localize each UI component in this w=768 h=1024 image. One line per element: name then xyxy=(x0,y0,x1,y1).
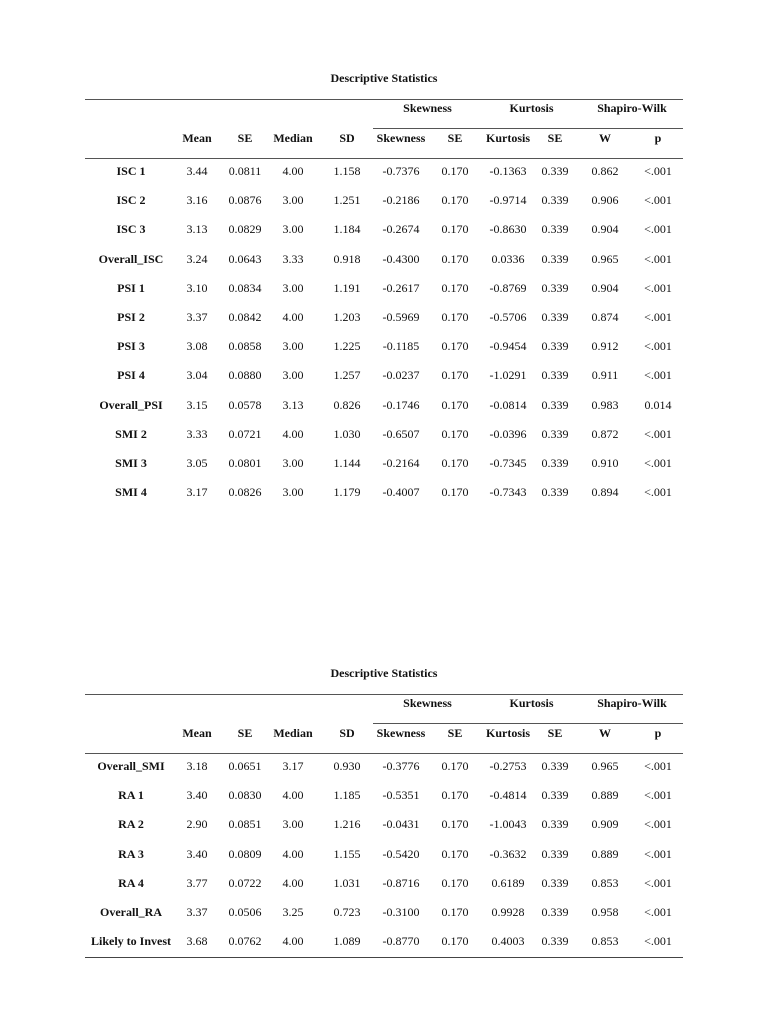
table-cell: -0.4300 xyxy=(382,251,420,266)
row-label: Overall_SMI xyxy=(97,759,165,773)
table-cell: 0.170 xyxy=(441,310,469,324)
table-cell: 0.339 xyxy=(541,397,569,412)
table-bottom-rule xyxy=(85,957,683,958)
descriptive-statistics-table-1 xyxy=(85,71,683,500)
table-cell: 0.339 xyxy=(541,339,569,354)
row-label: ISC 1 xyxy=(116,164,146,178)
table-cell: 3.00 xyxy=(282,817,304,832)
table-cell: -0.5706 xyxy=(489,310,527,324)
table-cell: 1.030 xyxy=(333,426,361,441)
table-cell: -0.9714 xyxy=(489,193,527,208)
table-cell: 0.170 xyxy=(441,193,469,208)
table-cell: 3.33 xyxy=(186,426,208,441)
table-cell: -0.4814 xyxy=(489,788,527,803)
column-header: Kurtosis xyxy=(485,726,530,740)
table-cell: 0.0829 xyxy=(228,222,262,237)
table-cell: 3.00 xyxy=(282,339,304,354)
table-cell: 1.225 xyxy=(333,339,361,354)
table-cell: 4.00 xyxy=(282,164,304,178)
table-cell: -0.6507 xyxy=(382,426,420,441)
table-cell: 3.25 xyxy=(282,905,304,919)
table-cell: 0.872 xyxy=(591,426,619,441)
table-cell: 0.339 xyxy=(541,905,569,919)
table-cell: 0.170 xyxy=(441,456,469,470)
table-cell: -0.5969 xyxy=(382,310,420,324)
column-header: Median xyxy=(273,131,313,145)
table-cell: 3.05 xyxy=(186,456,208,470)
table-cell: 1.155 xyxy=(333,846,361,861)
table-cell: 0.339 xyxy=(541,426,569,441)
table-cell: 0.826 xyxy=(333,397,361,412)
table-cell: 0.0506 xyxy=(228,905,262,919)
table-cell: 0.339 xyxy=(541,280,569,295)
table-cell: 3.10 xyxy=(186,280,208,295)
table-cell: 0.889 xyxy=(591,846,619,861)
table-cell: 0.894 xyxy=(591,485,619,500)
table-cell: 1.216 xyxy=(333,817,361,832)
table-cell: 1.031 xyxy=(333,875,361,890)
table-cell: 0.170 xyxy=(441,164,469,178)
table-cell: 3.77 xyxy=(186,875,208,890)
table-cell: 1.089 xyxy=(333,934,361,949)
group-header-rule xyxy=(373,128,683,129)
column-header: SE xyxy=(447,131,463,145)
table-cell: 3.68 xyxy=(186,934,208,949)
table-cell: <.001 xyxy=(644,426,672,441)
row-label: Overall_RA xyxy=(100,905,162,919)
table-cell: -0.1746 xyxy=(382,397,420,412)
descriptive-statistics-table-2 xyxy=(85,666,683,949)
group-header-rule xyxy=(373,723,683,724)
skewness-group-header: Skewness xyxy=(403,101,452,115)
table-cell: 3.00 xyxy=(282,456,304,470)
table-cell: -0.1363 xyxy=(489,164,527,178)
table-cell: 1.257 xyxy=(333,368,361,383)
table-cell: 0.339 xyxy=(541,368,569,383)
table-cell: 3.00 xyxy=(282,193,304,208)
table-cell: 3.00 xyxy=(282,222,304,237)
column-header: Median xyxy=(273,726,313,740)
table-cell: -0.0396 xyxy=(489,426,527,441)
table-cell: 0.0578 xyxy=(228,397,262,412)
table-cell: 1.191 xyxy=(333,280,361,295)
table-cell: 1.184 xyxy=(333,222,361,237)
table-cell: 0.904 xyxy=(591,280,619,295)
table-cell: 0.0842 xyxy=(228,310,262,324)
table-cell: 0.339 xyxy=(541,310,569,324)
column-header: SE xyxy=(547,726,563,740)
row-label: RA 4 xyxy=(118,875,144,890)
table-cell: 0.853 xyxy=(591,875,619,890)
row-label: PSI 2 xyxy=(117,310,145,324)
column-header: W xyxy=(599,726,611,740)
table-cell: 0.0722 xyxy=(228,875,262,890)
shapiro-wilk-group-header: Shapiro-Wilk xyxy=(597,696,667,710)
table-cell: 1.185 xyxy=(333,788,361,803)
table-cell: -0.0237 xyxy=(382,368,420,383)
column-header: p xyxy=(654,131,662,145)
table-cell: 0.170 xyxy=(441,934,469,949)
row-label: SMI 3 xyxy=(115,456,147,470)
table-cell: 3.00 xyxy=(282,280,304,295)
column-header: SE xyxy=(547,131,563,145)
table-cell: -0.5351 xyxy=(382,788,420,803)
table-cell: 0.983 xyxy=(591,397,619,412)
table-cell: 0.0643 xyxy=(228,251,262,266)
shapiro-wilk-group-header: Shapiro-Wilk xyxy=(597,101,667,115)
table-cell: <.001 xyxy=(644,456,672,470)
table-cell: 0.911 xyxy=(591,368,619,383)
kurtosis-group-header: Kurtosis xyxy=(509,101,554,115)
table-cell: 0.0336 xyxy=(491,251,525,266)
row-label: ISC 3 xyxy=(116,222,146,237)
row-label: Likely to Invest xyxy=(90,934,171,949)
column-header: Mean xyxy=(182,131,212,145)
table-cell: 3.40 xyxy=(186,788,208,803)
table-cell: 0.014 xyxy=(644,397,672,412)
table-cell: 0.906 xyxy=(591,193,619,208)
table-cell: 0.170 xyxy=(441,222,469,237)
table-cell: 3.44 xyxy=(186,164,208,178)
table-cell: 0.170 xyxy=(441,251,469,266)
column-header: p xyxy=(654,726,662,740)
table-cell: 4.00 xyxy=(282,426,304,441)
table-cell: 0.170 xyxy=(441,397,469,412)
table-cell: -0.2674 xyxy=(382,222,420,237)
table-cell: 3.37 xyxy=(186,310,208,324)
table-cell: -0.8716 xyxy=(382,875,420,890)
table-title: Descriptive Statistics xyxy=(330,666,438,680)
table-cell: 0.918 xyxy=(333,251,361,266)
table-cell: 3.37 xyxy=(186,905,208,919)
table-cell: <.001 xyxy=(644,934,672,949)
table-cell: <.001 xyxy=(644,164,672,178)
table-cell: 0.339 xyxy=(541,193,569,208)
table-cell: 0.0880 xyxy=(228,368,262,383)
table-cell: <.001 xyxy=(644,905,672,919)
table-cell: 1.158 xyxy=(333,164,361,178)
table-cell: 0.0651 xyxy=(228,759,262,773)
column-header: SE xyxy=(237,131,253,145)
table-cell: 0.889 xyxy=(591,788,619,803)
table-cell: 0.0830 xyxy=(228,788,262,803)
table-cell: -0.7345 xyxy=(489,456,527,470)
table-cell: 0.339 xyxy=(541,759,569,773)
table-cell: 0.170 xyxy=(441,759,469,773)
table-cell: 0.170 xyxy=(441,846,469,861)
skewness-group-header: Skewness xyxy=(403,696,452,710)
row-label: RA 1 xyxy=(118,788,144,803)
table-cell: 0.339 xyxy=(541,485,569,500)
table-cell: 0.0721 xyxy=(228,426,262,441)
table-cell: 3.33 xyxy=(282,251,304,266)
table-cell: 0.912 xyxy=(591,339,619,354)
row-label: ISC 2 xyxy=(116,193,146,208)
table-cell: 0.0809 xyxy=(228,846,262,861)
row-label: Overall_ISC xyxy=(98,251,164,266)
table-cell: 0.170 xyxy=(441,368,469,383)
table-cell: -0.2164 xyxy=(382,456,420,470)
table-title: Descriptive Statistics xyxy=(330,71,438,85)
table-cell: 4.00 xyxy=(282,788,304,803)
table-cell: 3.00 xyxy=(282,485,304,500)
kurtosis-group-header: Kurtosis xyxy=(509,696,554,710)
row-label: PSI 1 xyxy=(117,280,145,295)
table-cell: 0.0811 xyxy=(228,164,262,178)
column-header: Skewness xyxy=(376,131,426,145)
table-cell: 3.18 xyxy=(186,759,208,773)
column-header: SE xyxy=(237,726,253,740)
table-cell: -0.1185 xyxy=(382,339,420,354)
column-header: Mean xyxy=(182,726,212,740)
row-label: SMI 2 xyxy=(115,426,147,441)
table-cell: -0.8770 xyxy=(382,934,420,949)
table-cell: 0.958 xyxy=(591,905,619,919)
table-cell: 0.0834 xyxy=(228,280,262,295)
table-cell: -0.3776 xyxy=(382,759,420,773)
table-cell: 0.170 xyxy=(441,280,469,295)
row-label: RA 3 xyxy=(118,846,144,861)
table-cell: 0.965 xyxy=(591,251,619,266)
table-cell: 0.0851 xyxy=(228,817,262,832)
table-cell: 4.00 xyxy=(282,846,304,861)
table-cell: <.001 xyxy=(644,310,672,324)
table-cell: 4.00 xyxy=(282,934,304,949)
column-header: SD xyxy=(339,726,355,740)
column-header: Kurtosis xyxy=(485,131,530,145)
table-cell: 4.00 xyxy=(282,310,304,324)
column-header: SE xyxy=(447,726,463,740)
table-cell: 0.9928 xyxy=(491,905,525,919)
table-cell: 3.40 xyxy=(186,846,208,861)
table-cell: 0.6189 xyxy=(491,875,525,890)
table-cell: 3.08 xyxy=(186,339,208,354)
table-cell: -0.2753 xyxy=(489,759,527,773)
table-cell: <.001 xyxy=(644,193,672,208)
column-header: Skewness xyxy=(376,726,426,740)
table-cell: 0.0801 xyxy=(228,456,262,470)
table-cell: <.001 xyxy=(644,817,672,832)
table-cell: 0.874 xyxy=(591,310,619,324)
table-cell: 3.04 xyxy=(186,368,208,383)
table-cell: -1.0291 xyxy=(489,368,527,383)
table-cell: 0.170 xyxy=(441,875,469,890)
table-cell: 3.13 xyxy=(282,397,304,412)
table-cell: <.001 xyxy=(644,485,672,500)
table-cell: -0.4007 xyxy=(382,485,420,500)
table-cell: <.001 xyxy=(644,846,672,861)
table-cell: <.001 xyxy=(644,280,672,295)
table-cell: 0.170 xyxy=(441,788,469,803)
table-cell: 0.339 xyxy=(541,222,569,237)
table-cell: -0.8769 xyxy=(489,280,527,295)
table-cell: <.001 xyxy=(644,251,672,266)
table-cell: 0.0762 xyxy=(228,934,262,949)
table-cell: 0.909 xyxy=(591,817,619,832)
column-header: W xyxy=(599,131,611,145)
table-cell: -0.3100 xyxy=(382,905,420,919)
table-cell: <.001 xyxy=(644,759,672,773)
table-cell: -0.7376 xyxy=(382,164,420,178)
table-cell: 0.862 xyxy=(591,164,619,178)
table-cell: 0.904 xyxy=(591,222,619,237)
table-cell: 3.15 xyxy=(186,397,208,412)
table-cell: 0.0826 xyxy=(228,485,262,500)
column-header-rule xyxy=(85,158,683,159)
table-cell: 4.00 xyxy=(282,875,304,890)
table-cell: 1.203 xyxy=(333,310,361,324)
table-cell: 0.339 xyxy=(541,788,569,803)
table-cell: -0.0814 xyxy=(489,397,527,412)
table-cell: 0.0876 xyxy=(228,193,262,208)
table-cell: 3.13 xyxy=(186,222,208,237)
table-cell: 0.965 xyxy=(591,759,619,773)
table-cell: 0.910 xyxy=(591,456,619,470)
table-cell: -0.2186 xyxy=(382,193,420,208)
table-cell: 0.339 xyxy=(541,251,569,266)
table-cell: 2.90 xyxy=(186,817,208,832)
table-cell: 0.170 xyxy=(441,485,469,500)
table-cell: -0.7343 xyxy=(489,485,527,500)
table-cell: 1.179 xyxy=(333,485,361,500)
table-cell: 0.339 xyxy=(541,934,569,949)
table-cell: 3.16 xyxy=(186,193,208,208)
table-cell: -1.0043 xyxy=(489,817,527,832)
table-cell: <.001 xyxy=(644,368,672,383)
table-cell: -0.2617 xyxy=(382,280,420,295)
table-cell: 0.170 xyxy=(441,817,469,832)
table-cell: 0.170 xyxy=(441,426,469,441)
row-label: Overall_PSI xyxy=(99,397,163,412)
table-cell: 0.853 xyxy=(591,934,619,949)
table-cell: 1.144 xyxy=(333,456,361,470)
column-header-rule xyxy=(85,753,683,754)
table-cell: 0.170 xyxy=(441,339,469,354)
table-cell: 0.339 xyxy=(541,456,569,470)
table-cell: -0.9454 xyxy=(489,339,527,354)
table-cell: 0.339 xyxy=(541,164,569,178)
table-cell: 0.339 xyxy=(541,846,569,861)
table-cell: <.001 xyxy=(644,339,672,354)
table-cell: 0.0858 xyxy=(228,339,262,354)
table-cell: -0.5420 xyxy=(382,846,420,861)
row-label: PSI 3 xyxy=(117,339,145,354)
table-cell: 3.00 xyxy=(282,368,304,383)
table-cell: 0.930 xyxy=(333,759,361,773)
table-cell: 0.339 xyxy=(541,817,569,832)
table-cell: -0.3632 xyxy=(489,846,527,861)
column-header: SD xyxy=(339,131,355,145)
table-cell: 3.17 xyxy=(282,759,304,773)
table-cell: -0.8630 xyxy=(489,222,527,237)
table-cell: <.001 xyxy=(644,875,672,890)
table-cell: <.001 xyxy=(644,788,672,803)
table-cell: 0.339 xyxy=(541,875,569,890)
table-cell: 1.251 xyxy=(333,193,361,208)
row-label: PSI 4 xyxy=(117,368,145,383)
row-label: RA 2 xyxy=(118,817,144,832)
row-label: SMI 4 xyxy=(115,485,147,500)
table-cell: 3.24 xyxy=(186,251,208,266)
table-cell: 0.170 xyxy=(441,905,469,919)
table-cell: 0.723 xyxy=(333,905,361,919)
table-cell: <.001 xyxy=(644,222,672,237)
table-cell: 3.17 xyxy=(186,485,208,500)
table-cell: -0.0431 xyxy=(382,817,420,832)
table-cell: 0.4003 xyxy=(491,934,525,949)
